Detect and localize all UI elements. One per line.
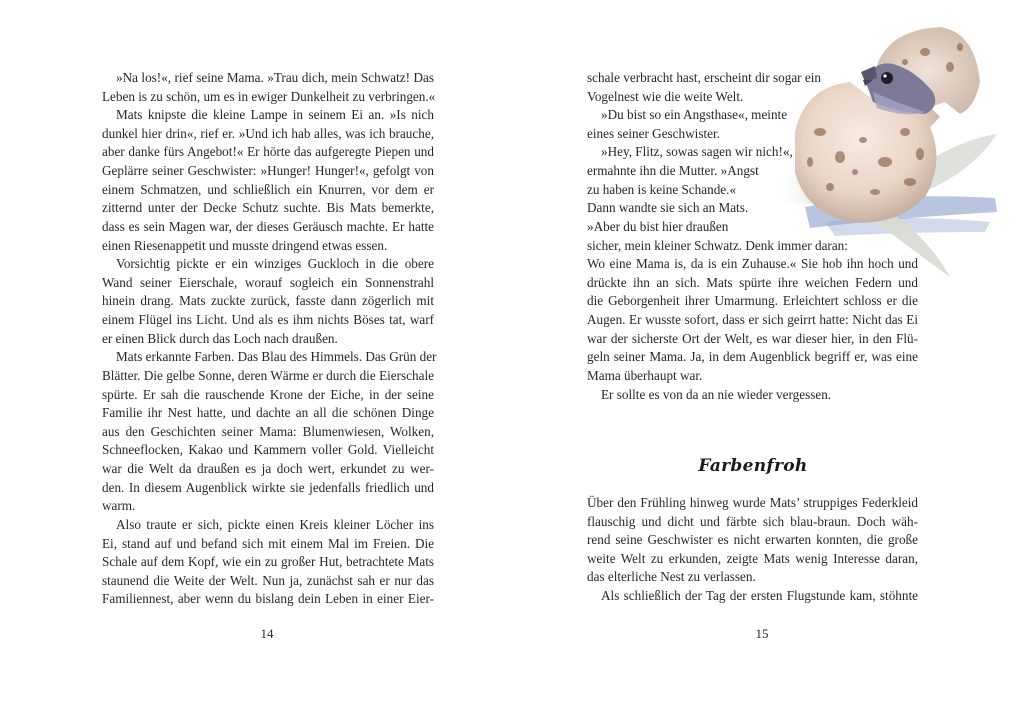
text-line: Blätter. Die gelbe Sonne, deren Wärme er durch die Eierschale	[102, 367, 434, 383]
egg-chick-icon	[765, 22, 1000, 284]
text-line: warm.	[102, 498, 136, 514]
page-number-right: 15	[755, 626, 769, 641]
text-line: Ei, stand auf und befand sich mit einem Mal im Freien. Die	[102, 535, 434, 551]
text-line: Also traute er sich, pickte einen Kreis kleiner Löcher ins	[116, 516, 434, 532]
text-line: Vogelnest wie die weite Welt.	[587, 88, 744, 104]
text-line: Wo eine Mama is, da is ein Zuhause.« Sie hob ihn hoch und	[587, 256, 918, 272]
hatching-bird-egg-illustration	[765, 22, 1000, 284]
text-line: geln seiner Mama. Ja, in dem Augenblick begriff er, was eine	[587, 349, 918, 365]
text-line: Vorsichtig pickte er ein winziges Guckloch in die obere	[116, 256, 434, 272]
text-line: zitternd unter der Decke Schutz suchte. Bis Mats bemerkte,	[102, 200, 434, 216]
text-line: »Du bist so ein Angsthase«, meinte	[601, 107, 788, 123]
text-line: Dann wandte sie sich an Mats.	[587, 200, 749, 216]
text-line: staunend die Weite der Welt. Nun ja, zunächst sah er nur das	[102, 572, 434, 588]
text-line: ermahnte ihn die Mutter. »Angst	[587, 163, 759, 179]
text-line: Geplärre seiner Geschwister: »Hunger! Hunger!«, gefolgt von	[102, 163, 434, 179]
text-line: hinein drang. Mats zuckte zurück, fasste dann zögerlich mit	[102, 293, 434, 309]
text-line: war die Welt da draußen es ja doch wert, erkundet zu wer-	[102, 461, 434, 477]
text-line: dass es sein Magen war, der dieses Geräusch machte. Er hatte	[102, 218, 434, 234]
text-line: das elterliche Nest zu verlassen.	[587, 569, 756, 585]
text-line: »Na los!«, rief seine Mama. »Trau dich, mein Schwatz! Das	[116, 70, 434, 85]
text-line: Schneeflocken, Kakao und Kammern voller Gold. Vielleicht	[102, 442, 434, 458]
text-line: aber danke fürs Angebot!« Er hörte das aufgeregte Piepen und	[102, 144, 434, 160]
text-line: weite Welt zu erkunden, zeigte Mats wenig Interesse daran,	[587, 550, 918, 566]
text-line: Mats erkannte Farben. Das Blau des Himmels. Das Grün der	[116, 349, 437, 365]
text-line: Schale auf dem Kopf, wie ein zu großer Hut, betrachtete Mats	[102, 554, 434, 570]
text-line: Mats knipste die kleine Lampe in seinem Ei an. »Is nich	[116, 107, 434, 123]
text-line: Familiennest, aber wenn du bislang dein Leben in einer Eier-	[102, 591, 434, 607]
chapter-title: Farbenfroh	[698, 456, 808, 476]
text-line: einen Riesenappetit und musste dringend etwas essen.	[102, 237, 388, 253]
text-line: Leben is zu schön, um es in ewiger Dunkelheit zu verbringen.«	[102, 88, 436, 104]
text-line: er einen Blick durch das Loch nach draußen.	[102, 330, 338, 346]
text-line: Familie ihr Nest hatte, und dachte an all die schönen Dinge	[102, 405, 434, 421]
text-line: Wand seiner Eierschale, worauf sogleich ein Sonnenstrahl	[102, 274, 434, 290]
text-line: dunkel hier drin«, rief er. »Und ich hab alles, was ich brauche,	[102, 125, 434, 141]
text-line: Mama überhaupt war.	[587, 367, 703, 383]
page-number-left: 14	[260, 626, 274, 641]
text-line: »Aber du bist hier draußen	[587, 218, 729, 234]
text-line: Augen. Er wusste sofort, dass er sich geirrt hatte: Nicht das Ei	[587, 312, 918, 328]
text-line: einem Schmatzen, und schließlich ein Knurren, vor dem er	[102, 181, 434, 197]
text-line: aus den Geschichten seiner Mama: Blumenwiesen, Wolken,	[102, 423, 434, 439]
text-line: zu haben is keine Schande.«	[587, 181, 737, 197]
text-line: eines seiner Geschwister.	[587, 125, 720, 141]
text-line: die Geborgenheit ihrer Umarmung. Erleichtert schloss er die	[587, 293, 918, 309]
text-line: Über den Frühling hinweg wurde Mats’ struppiges Federkleid	[587, 495, 918, 510]
text-line: schale verbracht hast, erscheint dir sogar ein	[587, 70, 821, 85]
text-line: flauschig und dicht und färbte sich blau-braun. Doch wäh-	[587, 513, 918, 529]
text-line: spürte. Er sah die rauschende Krone der Eiche, in der seine	[102, 386, 434, 402]
text-line: sicher, mein kleiner Schwatz. Denk immer daran:	[587, 237, 848, 253]
text-line: »Hey, Flitz, sowas sagen wir nich!«,	[601, 144, 793, 160]
text-line: rend seine Geschwister es nicht erwarten konnten, die große	[587, 532, 918, 548]
text-line: drückte ihn an sich. Mats spürte ihre weichen Federn und	[587, 274, 918, 290]
text-line: Er sollte es von da an nie wieder vergessen.	[601, 386, 832, 402]
text-line: Als schließlich der Tag der ersten Flugstunde kam, stöhnte	[601, 588, 918, 604]
text-line: den. In diesem Augenblick wirkte sie jedenfalls friedlich und	[102, 479, 434, 495]
text-line: einem Flügel ins Licht. Und als es ihm nichts Böses tat, warf	[102, 312, 434, 328]
text-line: war der sicherste Ort der Welt, es war dieser hier, in den Flü-	[587, 330, 918, 346]
